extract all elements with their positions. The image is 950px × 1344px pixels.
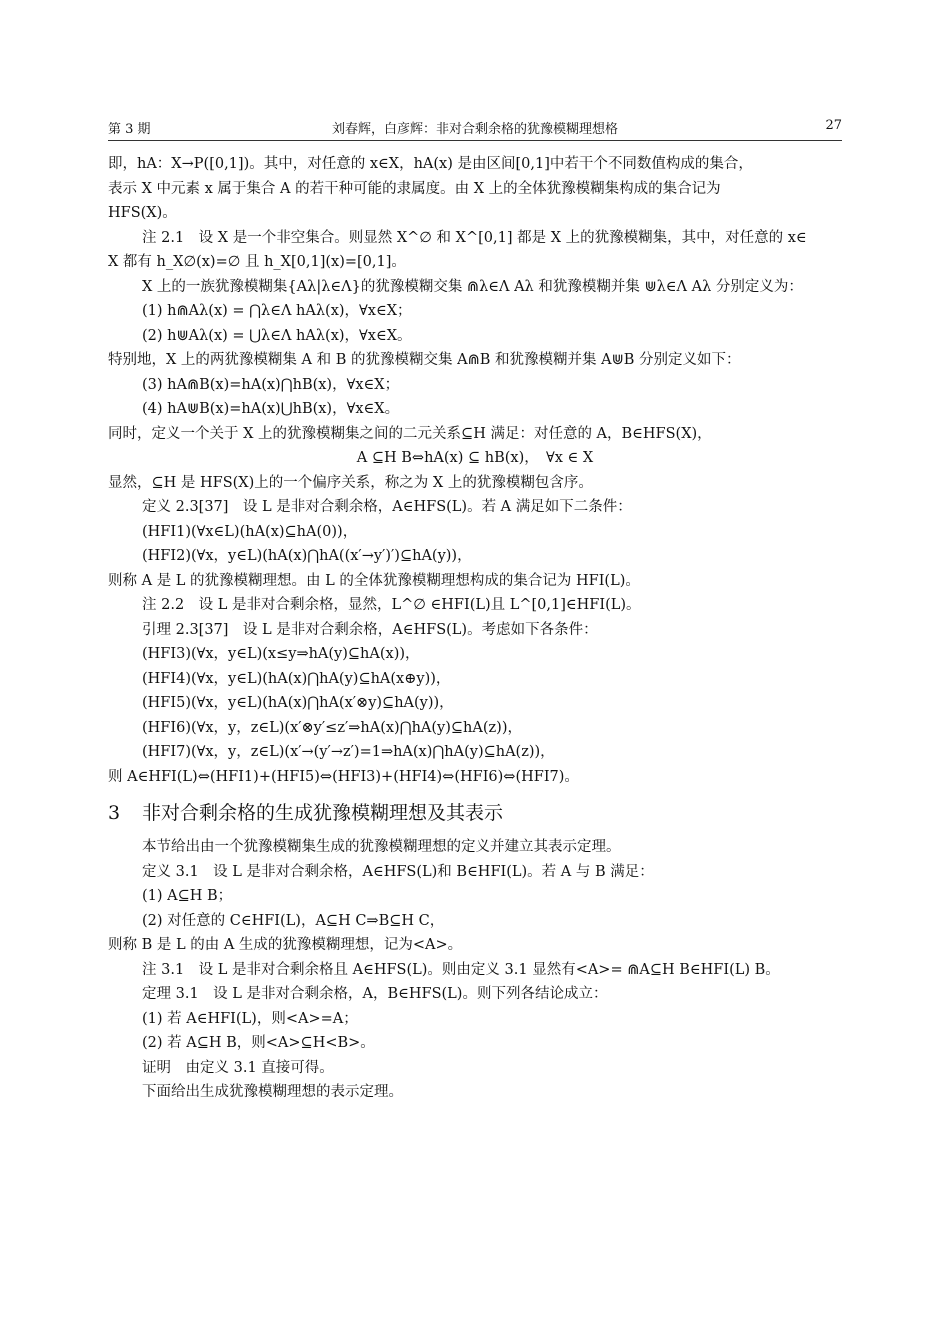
- section-number: 3: [108, 802, 121, 824]
- text-line: 即，hA：X→P([0,1])。其中，对任意的 x∈X，hA(x) 是由区间[0,1]中若干个不同数值构成的集合，: [108, 156, 753, 172]
- text-line: (1) h⋒Aλ(x) = ⋂λ∈Λ hAλ(x)，∀x∈X；: [142, 303, 412, 319]
- text-line: 表示 X 中元素 x 属于集合 A 的若干种可能的隶属度。由 X 上的全体犹豫模糊集构成的集合记为: [108, 180, 721, 197]
- section-title: 非对合剩余格的生成犹豫模糊理想及其表示: [142, 802, 504, 824]
- text-line: 定义 2.3[37] 设 L 是非对合剩余格，A∈HFS(L)。若 A 满足如下二条件：: [142, 499, 632, 515]
- text-line: (1) A⊆H B；: [142, 888, 233, 904]
- text-line: (HFI4)(∀x，y∈L)(hA(x)⋂hA(y)⊆hA(x⊕y))，: [142, 670, 451, 687]
- text-line: (HFI7)(∀x，y，z∈L)(x′→(y′→z′)=1⇒hA(x)⋂hA(y)⊆hA(z))，: [142, 744, 555, 760]
- text-line: (2) 对任意的 C∈HFI(L)，A⊆H C⇒B⊆H C，: [142, 912, 445, 929]
- text-line: (HFI3)(∀x，y∈L)(x≤y⇒hA(y)⊆hA(x))，: [142, 646, 420, 662]
- body-text-block-1: [108, 152, 842, 789]
- text-line: (1) 若 A∈HFI(L)，则<A>=A；: [142, 1010, 358, 1027]
- text-line: 注 2.2 设 L 是非对合剩余格，显然，L^∅ ∈HFI(L)且 L^[0,1]∈HFI(L)。: [142, 597, 641, 613]
- running-header: [108, 118, 842, 141]
- text-line: (2) 若 A⊆H B，则<A>⊆H<B>。: [142, 1035, 375, 1051]
- text-line: HFS(X)。: [108, 205, 177, 221]
- text-line: (HFI1)(∀x∈L)(hA(x)⊆hA(0))，: [142, 523, 358, 540]
- running-title: 刘春辉，白彦辉：非对合剩余格的犹豫模糊理想格: [331, 122, 618, 137]
- text-line: (4) hA⋓B(x)=hA(x)⋃hB(x)，∀x∈X。: [142, 401, 400, 417]
- text-line: X 都有 h_X∅(x)=∅ 且 h_X[0,1](x)=[0,1]。: [108, 254, 406, 270]
- text-line: 特别地，X 上的两犹豫模糊集 A 和 B 的犹豫模糊交集 A⋒B 和犹豫模糊并集 A⋓B 分别定义如下：: [108, 352, 741, 368]
- text-line: 注 3.1 设 L 是非对合剩余格且 A∈HFS(L)。则由定义 3.1 显然有<A>= ⋒A⊆H B∈HFI(L) B。: [142, 961, 780, 978]
- body-text-block-2: [108, 835, 842, 1105]
- text-line: 显然，⊆H 是 HFS(X)上的一个偏序关系，称之为 X 上的犹豫模糊包含序。: [108, 474, 593, 491]
- issue-number: 第 3 期: [108, 122, 151, 137]
- text-line: 则称 A 是 L 的犹豫模糊理想。由 L 的全体犹豫模糊理想构成的集合记为 HFI(L)。: [108, 572, 640, 589]
- text-line: 同时，定义一个关于 X 上的犹豫模糊集之间的二元关系⊆H 满足：对任意的 A，B∈HFS(X)，: [108, 425, 712, 442]
- text-line: 则 A∈HFI(L)⇔(HFI1)+(HFI5)⇔(HFI3)+(HFI4)⇔(HFI6)⇔(HFI7)。: [108, 768, 579, 785]
- text-line: 则称 B 是 L 的由 A 生成的犹豫模糊理想，记为<A>。: [108, 937, 463, 953]
- text-line: A ⊆H B⇔hA(x) ⊆ hB(x)， ∀x ∈ X: [356, 450, 594, 466]
- page-number: 27: [825, 118, 842, 133]
- text-line: (HFI2)(∀x，y∈L)(hA(x)⋂hA((x′→y′)′)⊆hA(y))，: [142, 548, 472, 564]
- text-line: 定义 3.1 设 L 是非对合剩余格，A∈HFS(L)和 B∈HFI(L)。若 A 与 B 满足：: [142, 863, 654, 880]
- text-line: (3) hA⋒B(x)=hA(x)⋂hB(x)，∀x∈X；: [142, 376, 400, 393]
- page-body: [108, 152, 842, 1105]
- text-line: 引理 2.3[37] 设 L 是非对合剩余格，A∈HFS(L)。考虑如下各条件：: [142, 621, 598, 638]
- text-line: 下面给出生成犹豫模糊理想的表示定理。: [142, 1084, 403, 1100]
- text-line: 证明 由定义 3.1 直接可得。: [142, 1059, 334, 1076]
- text-line: 注 2.1 设 X 是一个非空集合。则显然 X^∅ 和 X^[0,1] 都是 X 上的犹豫模糊集，其中，对任意的 x∈: [142, 229, 807, 246]
- text-line: (HFI6)(∀x，y，z∈L)(x′⊗y′≤z′⇒hA(x)⋂hA(y)⊆hA(z))，: [142, 719, 522, 736]
- text-line: (HFI5)(∀x，y∈L)(hA(x)⋂hA(x′⊗y)⊆hA(y))，: [142, 695, 454, 711]
- text-line: X 上的一族犹豫模糊集{Aλ|λ∈Λ}的犹豫模糊交集 ⋒λ∈Λ Aλ 和犹豫模糊并集 ⋓λ∈Λ Aλ 分别定义为：: [142, 278, 803, 295]
- text-line: (2) h⋓Aλ(x) = ⋃λ∈Λ hAλ(x)，∀x∈X。: [142, 327, 412, 344]
- section-heading: [108, 795, 842, 831]
- text-line: 本节给出由一个犹豫模糊集生成的犹豫模糊理想的定义并建立其表示定理。: [142, 839, 621, 855]
- text-line: 定理 3.1 设 L 是非对合剩余格，A，B∈HFS(L)。则下列各结论成立：: [142, 986, 608, 1002]
